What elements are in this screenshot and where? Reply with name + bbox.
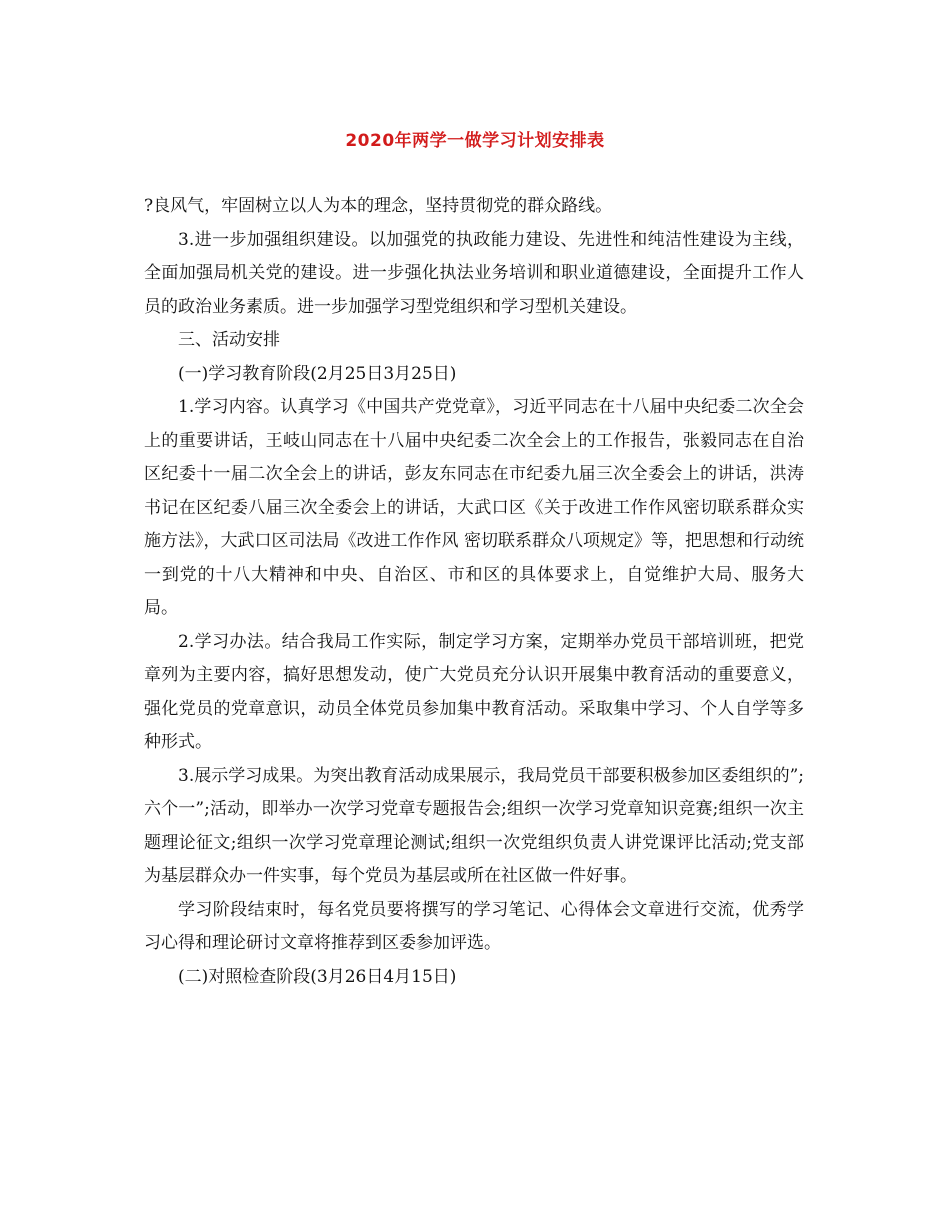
section-heading-activity-arrangement: 三、活动安排 xyxy=(178,330,280,350)
paragraph-study-content: 1.学习内容。认真学习《中国共产党党章》，习近平同志在十八届中央纪委二次全会上的重要讲话，王岐山同志在十八届中央纪委二次全会上的工作报告，张毅同志在自治区纪委十一届二次全会上的讲话，彭友东同志在市纪委九届三次全委会上的讲话，洪涛书记在区纪委八届三次全委会上的讲话，大武口区《关于改进工作作风密切联系群众实施方法》，大武口区司法局《改进工作作风 密切联系群众八项规定》等，把思想和行动统一到党的十八大精神和中央、自治区、市和区的具体要求上，自觉维护大局、服务大局。 xyxy=(144,397,804,618)
paragraph-organization-building: 3.进一步加强组织建设。以加强党的执政能力建设、先进性和纯洁性建设为主线，全面加强局机关党的建设。进一步强化执法业务培训和职业道德建设，全面提升工作人员的政治业务素质。进一步加强学习型党组织和学习型机关建设。 xyxy=(144,229,804,317)
paragraph-stage-end: 学习阶段结束时，每名党员要将撰写的学习笔记、心得体会文章进行交流，优秀学习心得和理论研讨文章将推荐到区委参加评选。 xyxy=(144,899,804,953)
document-title: 2020年两学一做学习计划安排表 xyxy=(345,131,605,151)
paragraph-study-results: 3.展示学习成果。为突出教育活动成果展示，我局党员干部要积极参加区委组织的”;六个一”;活动，即举办一次学习党章专题报告会;组织一次学习党章知识竞赛;组织一次主题理论征文;组织一次学习党章理论测试;组织一次党组织负责人讲党课评比活动;党支部为基层群众办一件实事，每个党员为基层或所在社区做一件好事。 xyxy=(144,765,804,886)
subsection-heading-study-stage: (一)学习教育阶段(2月25日3月25日) xyxy=(178,363,457,384)
paragraph-study-method: 2.学习办法。结合我局工作实际，制定学习方案，定期举办党员干部培训班，把党章列为主要内容，搞好思想发动，使广大党员充分认识开展集中教育活动的重要意义，强化党员的党章意识，动员全体党员参加集中教育活动。采取集中学习、个人自学等多种形式。 xyxy=(144,631,804,752)
paragraph-continuation: ?良风气，牢固树立以人为本的理念，坚持贯彻党的群众路线。 xyxy=(144,196,613,216)
subsection-heading-check-stage: (二)对照检查阶段(3月26日4月15日) xyxy=(178,966,457,987)
document-body xyxy=(144,190,804,994)
